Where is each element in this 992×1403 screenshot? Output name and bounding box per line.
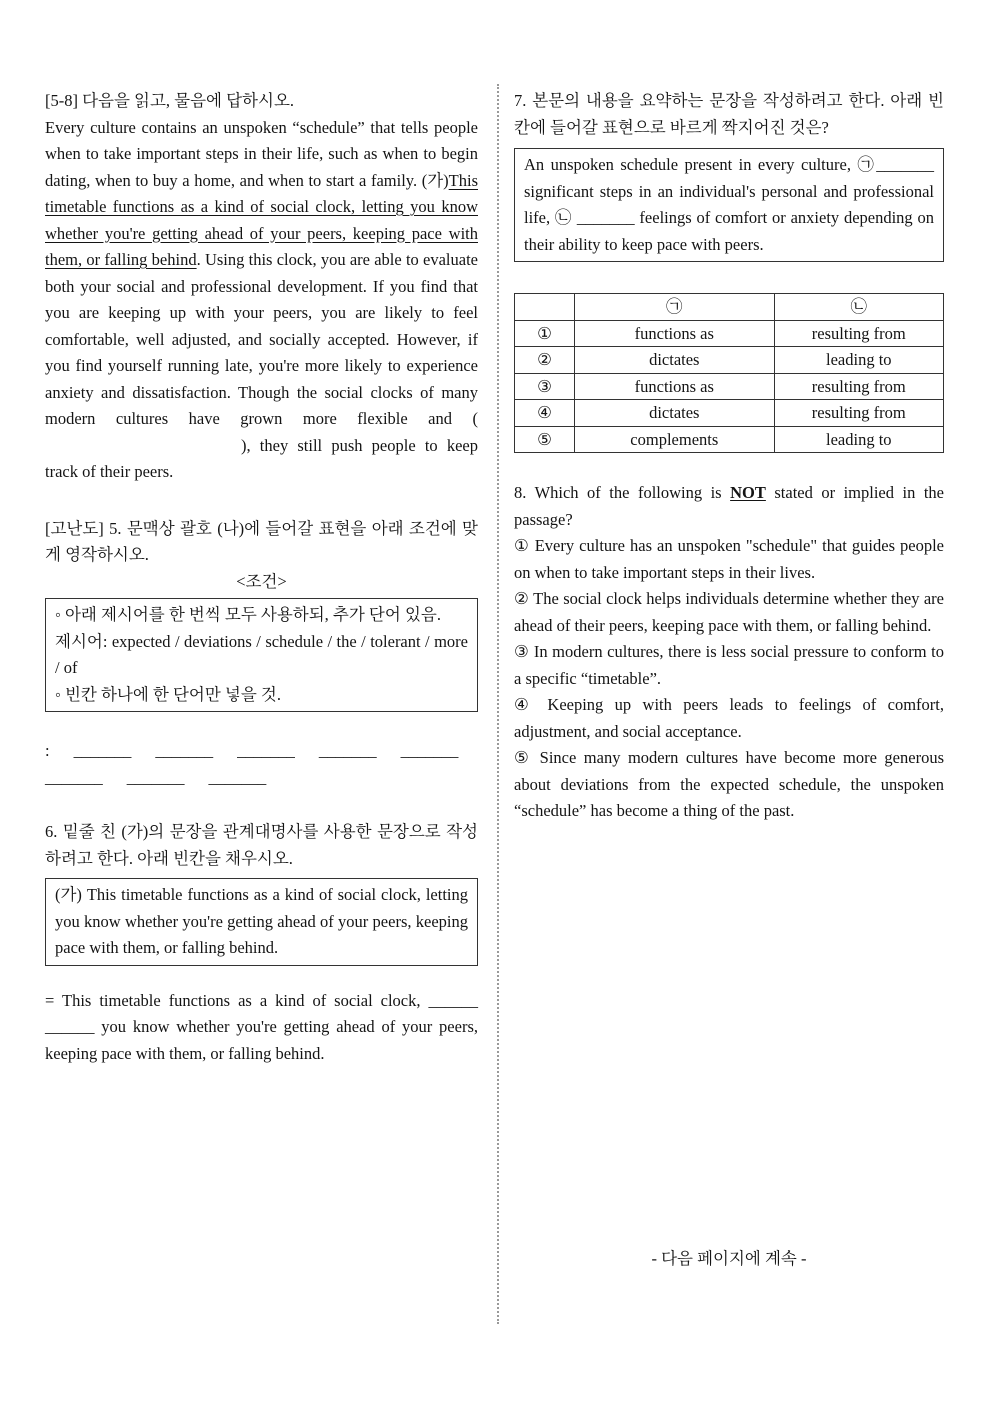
condition-heading: <조건>: [236, 571, 287, 591]
question-5: [45, 516, 478, 792]
answer-blank: _______: [126, 767, 185, 787]
condition-item: ◦ 빈칸 하나에 한 단어만 넣을 것.: [55, 684, 281, 704]
choice-gieok: functions as: [575, 320, 774, 347]
header-cell-nieun: ㉡: [774, 294, 943, 321]
table-row: [515, 347, 944, 374]
answer-blank: _______: [237, 741, 295, 760]
q6-answer-pre: = This timetable functions as a kind of social clock,: [45, 990, 429, 1010]
condition-item: 제시어: expected / deviations / schedule / the / tolerant / more / of: [55, 631, 468, 677]
choice-nieun: resulting from: [774, 400, 943, 427]
choice-number: ③: [515, 373, 575, 400]
q6-answer-sentence: [45, 988, 478, 1068]
section-instruction: [5-8] 다음을 읽고, 물음에 답하시오.: [45, 91, 295, 110]
q6-quote-text: (가) This timetable functions as a kind of social clock, letting you know whether you're getting ahead of your peers, keeping pace with them, or falling behind.: [55, 885, 468, 957]
choice-number: ⑤: [515, 426, 575, 453]
left-column: [45, 88, 478, 1067]
passage-mid: . Using this clock, you are able to evaluate both your social and professional development. If you find that you are keeping up with your peers, you are likely to feel comfortable, well adjusted, and socially accepted. However, if you find yourself running late, you're more likely to experience anxiety and dissatisfaction. Though the social clocks of many modern cultures have grown more flexible and (: [45, 250, 478, 428]
choice-nieun: leading to: [774, 347, 943, 374]
passage-post: ), they still push people to keep track of their peers.: [45, 435, 478, 481]
q8-choice-5: ⑤ Since many modern cultures have become more generous about deviations from the expected schedule, the unspoken “schedule” has become a thing of the past.: [514, 748, 944, 820]
choice-number: ①: [515, 320, 575, 347]
choice-gieok: dictates: [575, 347, 774, 374]
choice-nieun: resulting from: [774, 320, 943, 347]
choice-gieok: dictates: [575, 400, 774, 427]
question-6: [45, 819, 478, 1067]
answer-blank: _______: [45, 767, 103, 787]
header-cell-gieok: ㉠: [575, 294, 774, 321]
question-8: [514, 480, 944, 825]
choice-nieun: resulting from: [774, 373, 943, 400]
table-row: [515, 320, 944, 347]
table-row: [515, 426, 944, 453]
q8-choice-1: ① Every culture has an unspoken "schedule" that guides people on when to take important steps in their lives.: [514, 536, 944, 582]
passage-pre: Every culture contains an unspoken “schedule” that tells people when to take important steps in their life, such as when to begin dating, when to buy a home, and when to start a family. (가): [45, 117, 478, 190]
q6-quote-box: [45, 878, 478, 966]
answer-blank: _______: [73, 741, 132, 760]
answer-blank: _______: [318, 741, 377, 760]
answer-blank: _______: [208, 767, 267, 787]
q8-title-post: stated or implied in the passage?: [514, 483, 944, 529]
question-5-title: [고난도] 5. 문맥상 괄호 (나)에 들어갈 표현을 아래 조건에 맞게 영작하시오.: [45, 518, 478, 564]
q8-title-pre: 8. Which of the following is: [514, 483, 731, 502]
answer-blank: _______: [155, 741, 214, 760]
q6-answer-blanks: ______ ______: [45, 990, 478, 1036]
header-cell-empty: [515, 294, 575, 321]
reading-passage: [45, 115, 478, 486]
table-row: [515, 400, 944, 427]
q8-title-not: NOT: [730, 483, 766, 502]
answer-blank: _______: [400, 741, 459, 760]
question-7-title: 7. 본문의 내용을 요약하는 문장을 작성하려고 한다. 아래 빈칸에 들어갈 표현으로 바르게 짝지어진 것은?: [514, 91, 944, 137]
continue-next-page-note: - 다음 페이지에 계속 -: [651, 1249, 807, 1268]
q7-summary-text: An unspoken schedule present in every culture, ㉠_______ significant steps in an individual's personal and professional life, ㉡ _______ feelings of comfort or anxiety depending on their ability to keep pace with peers.: [524, 155, 934, 254]
choice-gieok: complements: [575, 426, 774, 453]
passage-underlined-ga: This timetable functions as a kind of social clock, letting you know whether you're getting ahead of your peers, keeping pace with them, or falling behind: [45, 170, 478, 269]
choice-number: ④: [515, 400, 575, 427]
q6-answer-post: you know whether you're getting ahead of your peers, keeping pace with them, or falling behind.: [45, 1017, 478, 1063]
question-8-title: [514, 480, 944, 533]
q5-answer-prefix: :: [45, 741, 50, 760]
question-6-title: 6. 밑줄 친 (가)의 문장을 관계대명사를 사용한 문장으로 작성하려고 한다. 아래 빈칸을 채우시오.: [45, 822, 478, 868]
q8-choice-3: ③ In modern cultures, there is less social pressure to conform to a specific “timetable”.: [514, 642, 944, 688]
choice-nieun: leading to: [774, 426, 943, 453]
table-header-row: [515, 294, 944, 321]
q7-summary-box: [514, 148, 944, 262]
condition-item: ◦ 아래 제시어를 한 번씩 모두 사용하되, 추가 단어 있음.: [55, 605, 441, 624]
q5-answer-blanks: [45, 738, 478, 791]
column-divider: [497, 84, 499, 1324]
q7-answer-table: [514, 293, 944, 453]
right-column: [514, 88, 944, 825]
choice-number: ②: [515, 347, 575, 374]
condition-box: [45, 598, 478, 712]
q8-choice-2: ② The social clock helps individuals determine whether they are ahead of their peers, keeping pace with them, or falling behind.: [514, 589, 944, 635]
q8-choice-4: ④ Keeping up with peers leads to feelings of comfort, adjustment, and social acceptance.: [514, 695, 944, 741]
table-row: [515, 373, 944, 400]
choice-gieok: functions as: [575, 373, 774, 400]
